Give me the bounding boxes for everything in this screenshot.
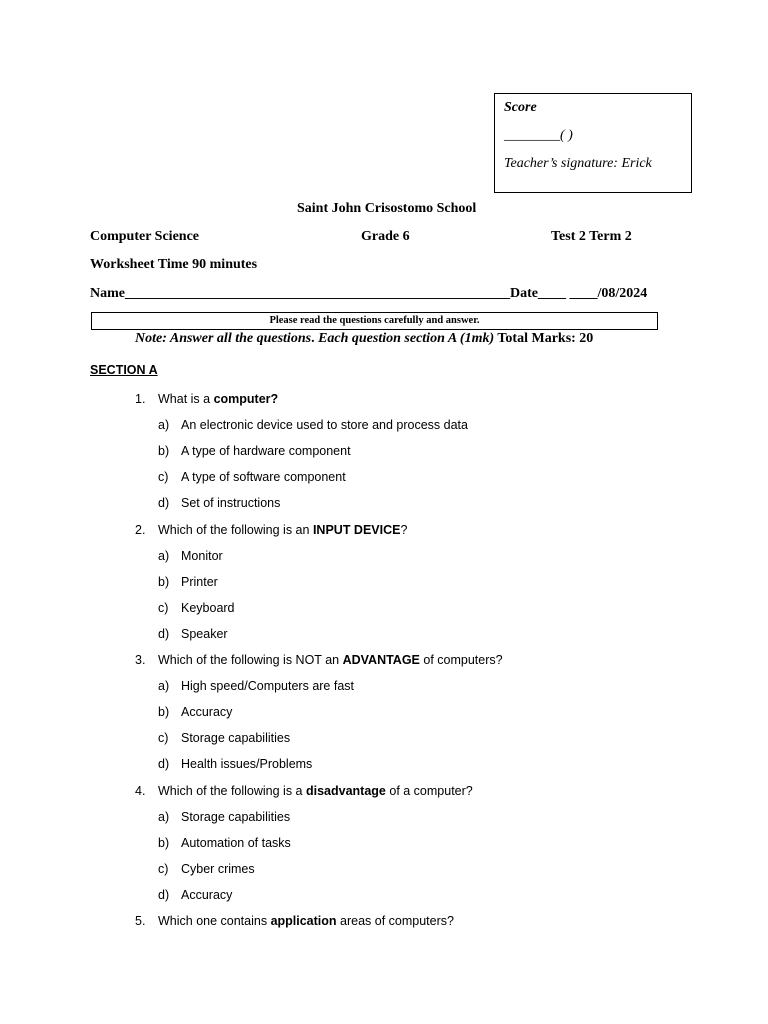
option-text: An electronic device used to store and process data (181, 418, 468, 433)
question-text-start: Which one contains (158, 914, 271, 928)
question-keyword: application (270, 914, 337, 928)
option-text: High speed/Computers are fast (181, 679, 355, 694)
option-text: Cyber crimes (181, 861, 255, 876)
option-letter: a) (158, 418, 170, 433)
option-text: Storage capabilities (181, 731, 291, 746)
note-line (135, 331, 593, 347)
note-marks-per-question: Each question section A (1mk) (318, 331, 495, 346)
question-keyword: ADVANTAGE (342, 653, 420, 667)
question-text-end: areas of computers? (336, 914, 454, 928)
question-number: 5. (135, 914, 146, 928)
option-text: Accuracy (181, 705, 233, 720)
question-number: 2. (135, 522, 146, 537)
option-text: Keyboard (181, 600, 235, 615)
option-letter: d) (158, 626, 170, 641)
question-text (158, 523, 407, 537)
option-letter: c) (158, 861, 169, 876)
question-keyword: INPUT DEVICE (312, 522, 401, 537)
instruction-box: Please read the questions carefully and answer. (91, 312, 658, 330)
question-text-start: Which of the following is a (158, 783, 306, 798)
score-box (494, 93, 692, 193)
question-text (158, 784, 473, 798)
option-letter: c) (158, 731, 169, 746)
option-text: Accuracy (181, 887, 233, 902)
option-text: Speaker (181, 626, 228, 641)
question-keyword: disadvantage (306, 783, 386, 798)
option-text: Set of instructions (181, 496, 281, 511)
option-letter: b) (158, 705, 170, 720)
option-letter: c) (158, 470, 169, 485)
option-letter: d) (158, 757, 170, 772)
note-separator: . (311, 331, 319, 346)
grade: Grade 6 (361, 229, 410, 244)
note-total-marks: Total Marks: 20 (494, 331, 594, 346)
option-text: A type of hardware component (181, 444, 351, 459)
option-text: A type of software component (181, 470, 346, 485)
subject: Computer Science (90, 229, 199, 244)
option-letter: a) (158, 809, 170, 824)
question-text (158, 392, 278, 406)
option-letter: b) (158, 574, 170, 589)
question-text-start: What is a (158, 392, 214, 406)
question-number: 1. (135, 392, 146, 406)
question-number: 3. (135, 653, 146, 667)
option-letter: b) (158, 835, 170, 850)
option-text: Health issues/Problems (181, 757, 313, 772)
option-text: Monitor (181, 548, 223, 563)
option-text: Automation of tasks (181, 835, 291, 850)
question-number: 4. (135, 783, 146, 798)
question-text-end: ? (400, 522, 408, 537)
question-text-start: Which of the following is NOT an (158, 653, 343, 667)
school-name: Saint John Crisostomo School (297, 201, 477, 216)
option-text: Printer (181, 574, 218, 589)
score-blank: ________( ) (504, 128, 573, 143)
note-instruction: Note: Answer all the questions (135, 331, 312, 346)
worksheet-time: Worksheet Time 90 minutes (90, 257, 258, 272)
option-letter: a) (158, 679, 170, 694)
score-label: Score (504, 100, 537, 115)
option-letter: c) (158, 600, 169, 615)
question-text (158, 653, 503, 667)
option-letter: d) (158, 887, 170, 902)
option-letter: a) (158, 548, 170, 563)
question-keyword: computer? (213, 392, 279, 406)
question-text-end: of a computer? (385, 783, 473, 798)
question-text-end: of computers? (419, 653, 503, 667)
test-term: Test 2 Term 2 (551, 229, 632, 244)
teacher-signature: Teacher’s signature: Erick (504, 156, 652, 171)
option-text: Storage capabilities (181, 809, 291, 824)
option-letter: d) (158, 496, 170, 511)
section-title: SECTION A (90, 363, 158, 377)
question-text (158, 914, 454, 928)
name-date-line: Name_______________________________________________________Date____ ____/08/2024 (90, 286, 648, 301)
question-text-start: Which of the following is an (158, 522, 313, 537)
option-letter: b) (158, 444, 170, 459)
